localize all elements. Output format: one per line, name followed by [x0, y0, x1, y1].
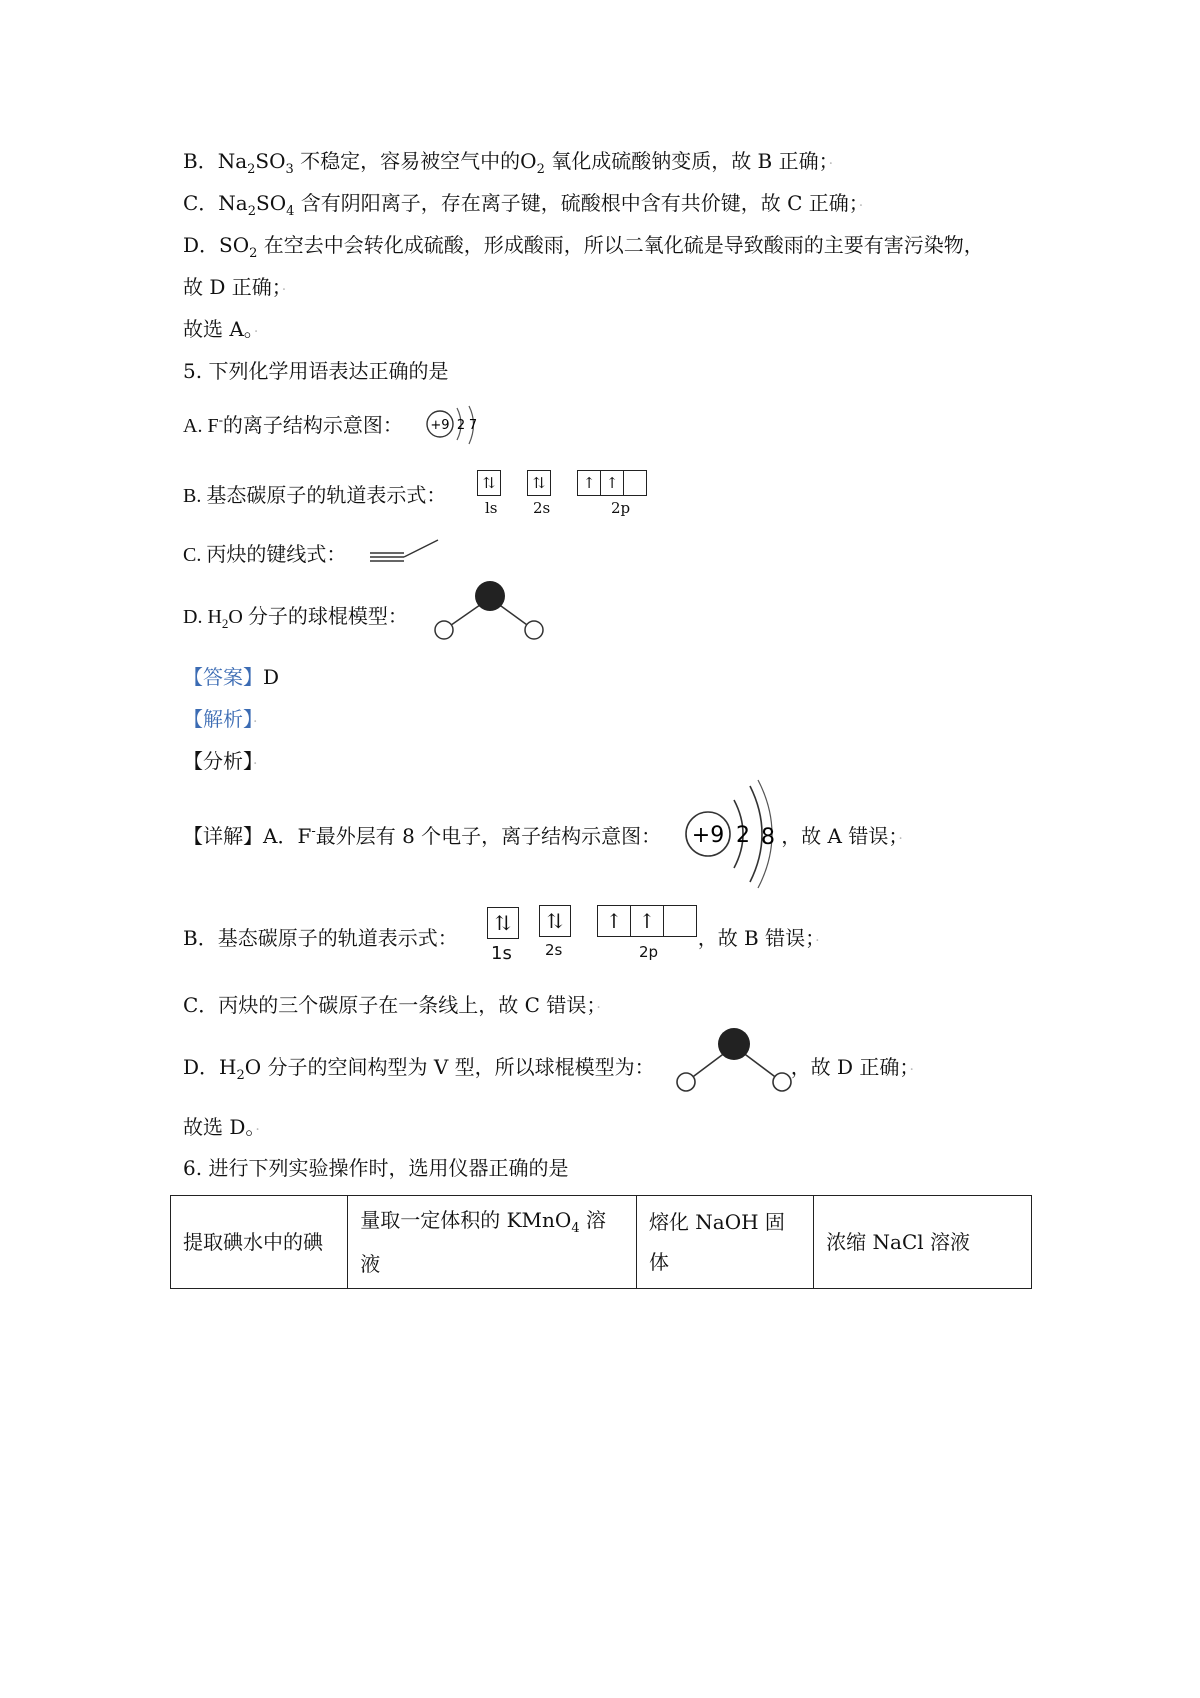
table-cell: 提取碘水中的碘	[171, 1196, 348, 1289]
svg-text:+9: +9	[691, 823, 725, 848]
paragraph-mark: ·	[828, 156, 834, 172]
fluorine-ion-diagram-large	[682, 778, 802, 894]
prev-option-b-explanation: B．$Na_2SO_3$ 不稳定，容易被空气中的$O_2$ 氧化成硫酸钠变质，故 B 正确；·	[183, 149, 834, 177]
carbon-orbital-diagram-small: ⇅ ⇅ ↑ ↑ ls 2s 2p	[477, 470, 657, 520]
table-cell: 量取一定体积的 KMnO$_4$ 溶 液	[348, 1196, 637, 1289]
q5-stem: 5. 下列化学用语表达正确的是	[183, 359, 449, 383]
q6-stem: 6. 进行下列实验操作时，选用仪器正确的是	[183, 1156, 569, 1180]
detail-b: B．基态碳原子的轨道表示式： ，故 B 错误；·	[183, 926, 820, 950]
water-ball-stick-large	[670, 1026, 800, 1098]
fluorine-ion-diagram-small	[425, 400, 485, 456]
answer-line: 【答案】D	[183, 665, 280, 689]
svg-text:8: 8	[761, 825, 775, 850]
analysis-tag: 【解析】·	[183, 707, 258, 731]
fenxi-tag: 【分析】·	[183, 749, 258, 773]
svg-text:7: 7	[468, 418, 478, 433]
table-cell: 熔化 NaOH 固体	[636, 1196, 813, 1289]
q5-option-b: B. 基态碳原子的轨道表示式：	[183, 485, 447, 507]
q5-option-c: C. 丙炔的键线式：	[183, 544, 347, 566]
table-cell: 浓缩 NaCl 溶液	[814, 1196, 1032, 1289]
q5-option-d: D. $H_2O$ 分子的球棍模型：	[183, 606, 408, 631]
svg-text:2: 2	[456, 418, 466, 433]
carbon-orbital-diagram-large: ⇅ ⇅ ↑ ↑ 1s 2s 2p	[487, 905, 707, 971]
q6-options-table	[170, 1195, 1032, 1289]
prev-option-c-explanation: C．$Na_2SO_4$ 含有阴阳离子，存在离子键，硫酸根中含有共价键，故 C 正确；·	[183, 191, 864, 219]
water-ball-stick-small	[430, 580, 550, 646]
detail-a: 【详解】A．F-最外层有 8 个电子，离子结构示意图： ，故 A 错误；·	[183, 824, 903, 848]
prev-option-d-explanation: D．$SO_2$ 在空去中会转化成硫酸，形成酸雨，所以二氧化硫是导致酸雨的主要有害污染物，	[183, 233, 984, 261]
prev-final-answer: 故选 A。·	[183, 317, 259, 341]
svg-text:+9: +9	[430, 418, 450, 433]
prev-option-d-continuation: 故 D 正确；·	[183, 275, 287, 299]
propyne-bond-line-small	[368, 538, 446, 572]
detail-final: 故选 D。·	[183, 1115, 260, 1139]
detail-c: C．丙炔的三个碳原子在一条线上，故 C 错误；·	[183, 993, 601, 1017]
q5-option-a: A. F-的离子结构示意图：	[183, 412, 403, 437]
svg-text:2: 2	[736, 823, 750, 848]
detail-d: D．$H_2O$ 分子的空间构型为 V 型，所以球棍模型为： ，故 D 正确；·	[183, 1055, 914, 1083]
table-row	[171, 1196, 1032, 1289]
